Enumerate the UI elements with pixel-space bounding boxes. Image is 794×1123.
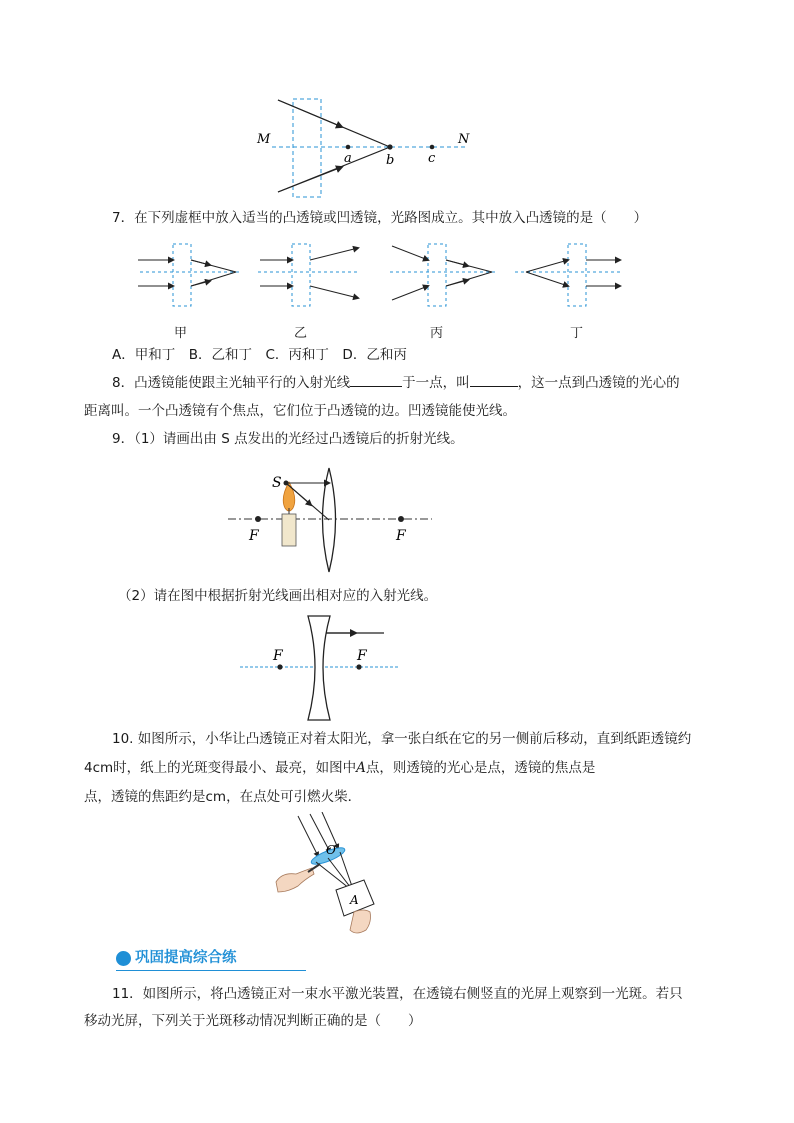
fig-ding <box>515 244 622 306</box>
label-F-left: F <box>273 648 283 664</box>
q7-options: A．甲和丁 B．乙和丁 C．丙和丁 D．乙和丙 <box>112 347 407 363</box>
point-b <box>387 144 392 149</box>
q8-line2: 距离叫。一个凸透镜有个焦点，它们位于凸透镜的边。凹透镜能使光线。 <box>84 403 516 419</box>
q9-concave-figure <box>236 612 400 722</box>
section-title: 巩固提高综合练 <box>135 950 237 966</box>
caption-bing: 丙 <box>430 326 444 341</box>
caption-yi: 乙 <box>294 326 308 341</box>
fig-yi <box>258 244 360 306</box>
label-F-right: F <box>357 648 367 664</box>
q10-line1: 10. 如图所示，小华让凸透镜正对着太阳光，拿一张白纸在它的另一侧前后移动，直到纸距透镜约 <box>112 731 692 747</box>
focus-left <box>277 664 282 669</box>
focus-left <box>255 516 261 522</box>
top-ray-figure <box>250 92 480 202</box>
label-F-left: F <box>249 528 259 544</box>
q11-line1: 11．如图所示，将凸透镜正对一束水平激光装置，在透镜右侧竖直的光屏上观察到一光斑。若只 <box>112 986 683 1002</box>
q9-candle-figure <box>222 462 437 582</box>
q9-part1: 9．（1）请画出由 S 点发出的光经过凸透镜后的折射光线。 <box>112 431 464 447</box>
hand-right <box>350 910 371 933</box>
caption-jia: 甲 <box>174 326 188 341</box>
label-c: c <box>428 151 436 166</box>
label-N: N <box>458 132 470 147</box>
q11-line2: 移动光屏，下列关于光斑移动情况判断正确的是（ ） <box>84 1013 422 1029</box>
q10-line2: 4cm时，纸上的光斑变得最小、最亮，如图中A点，则透镜的光心是点，透镜的焦点是 <box>84 760 596 776</box>
q10-sunlight-figure <box>274 812 390 938</box>
q9-part2: （2）请在图中根据折射光线画出相对应的入射光线。 <box>118 588 438 604</box>
label-a: a <box>344 151 352 166</box>
point-a <box>346 145 351 150</box>
point-S <box>284 481 289 486</box>
label-b: b <box>386 153 395 168</box>
q10-line3: 点，透镜的焦距约是cm，在点处可引燃火柴． <box>84 789 362 805</box>
dashed-lens-box <box>293 99 321 197</box>
focus-right <box>356 664 361 669</box>
q7-text: 7．在下列虚框中放入适当的凸透镜或凹透镜，光路图成立。其中放入凸透镜的是（ ） <box>112 210 648 226</box>
label-M: M <box>257 132 271 147</box>
section-heading <box>116 948 306 971</box>
blank[interactable] <box>470 372 518 387</box>
q8-line1: 8．凸透镜能使跟主光轴平行的入射光线 于一点，叫 ，这一点到凸透镜的光心的 <box>112 372 692 394</box>
label-F-right: F <box>396 528 406 544</box>
label-A: A <box>350 893 359 907</box>
fig-bing <box>390 244 495 306</box>
point-c <box>430 145 435 150</box>
focus-right <box>398 516 404 522</box>
candle <box>282 514 296 546</box>
q7-figures <box>130 238 630 322</box>
blank[interactable] <box>350 372 402 387</box>
concave-lens <box>308 616 330 720</box>
label-S: S <box>272 475 282 491</box>
label-O: O <box>326 843 336 857</box>
caption-ding: 丁 <box>570 326 584 341</box>
fig-jia <box>138 244 240 306</box>
bullet-circle-icon <box>116 951 131 966</box>
